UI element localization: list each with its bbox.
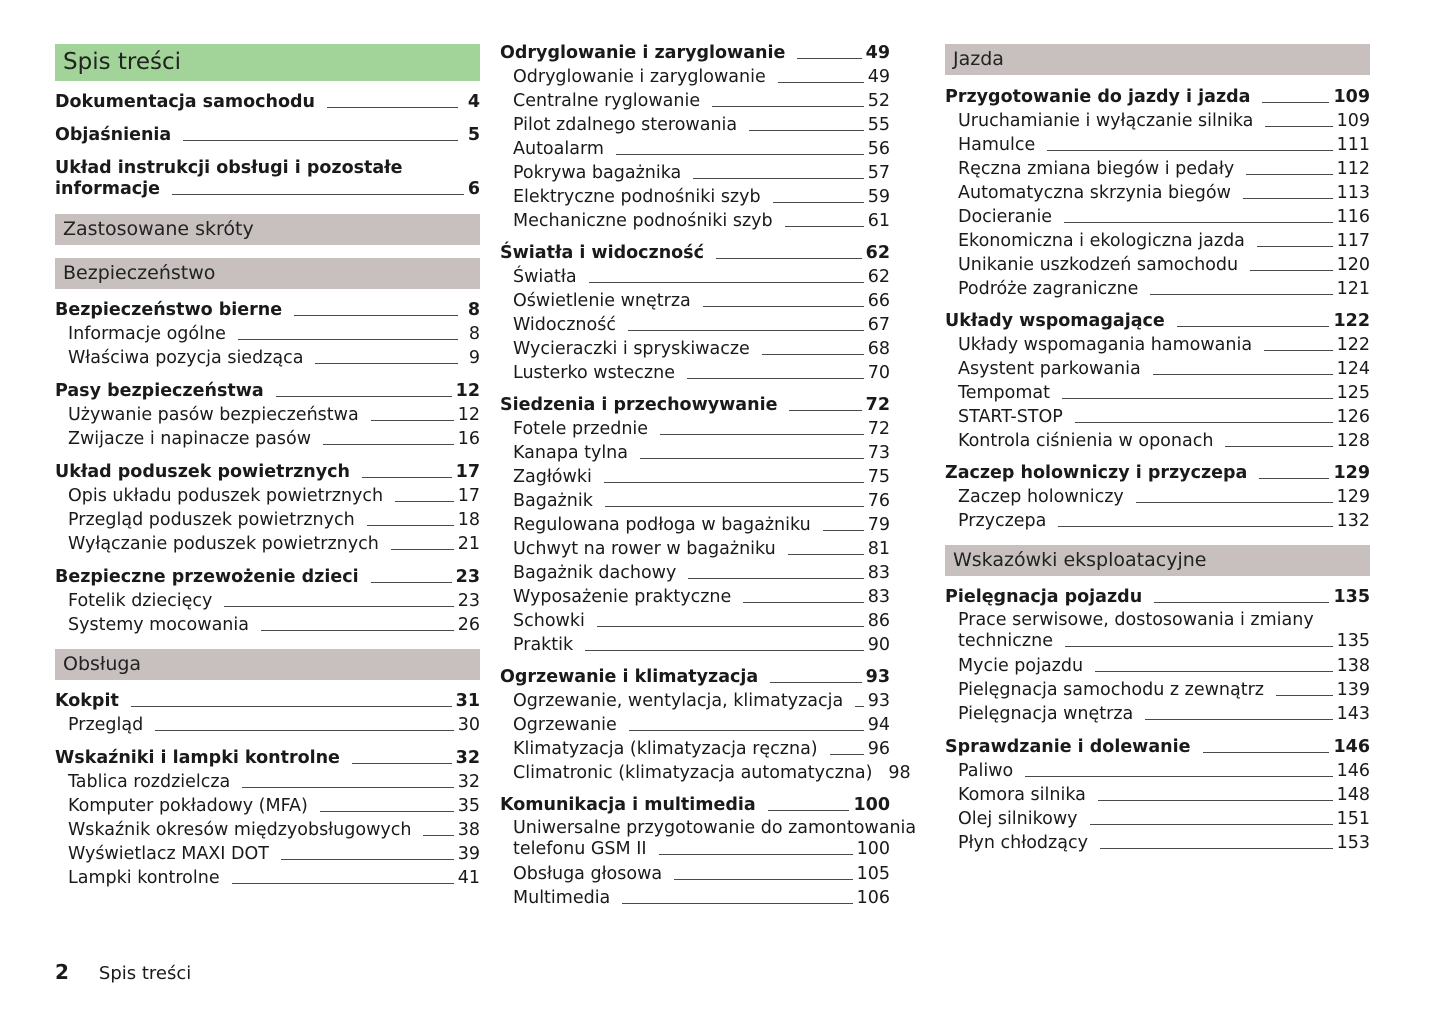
toc-entry[interactable]: Pielęgnacja wnętrza 143 — [958, 704, 1370, 724]
toc-entry[interactable]: Kontrola ciśnienia w oponach 128 — [958, 431, 1370, 451]
toc-entry[interactable]: Ogrzewanie 94 — [513, 715, 890, 735]
toc-entry[interactable]: Zaczep holowniczy 129 — [958, 487, 1370, 507]
toc-entry[interactable]: Układ instrukcji obsługi i pozostałe informacje 6 — [55, 158, 480, 199]
toc-entry[interactable]: Przyczepa 132 — [958, 511, 1370, 531]
toc-chapter[interactable]: Kokpit 31 — [55, 691, 480, 711]
toc-chapter[interactable]: Ogrzewanie i klimatyzacja 93 — [500, 667, 890, 687]
toc-entry[interactable]: Uruchamianie i wyłączanie silnika 109 — [958, 111, 1370, 131]
toc-entry[interactable]: Odryglowanie i zaryglowanie 49 — [513, 67, 890, 87]
toc-entry[interactable]: Uniwersalne przygotowanie do zamontowania telefonu GSM II 100 — [513, 818, 917, 859]
toc-entry[interactable]: Mechaniczne podnośniki szyb 61 — [513, 211, 890, 231]
toc-entry[interactable]: Wskaźnik okresów międzyobsługowych 38 — [68, 820, 480, 840]
toc-chapter[interactable]: Sprawdzanie i dolewanie 146 — [945, 737, 1370, 757]
toc-entry[interactable]: Ekonomiczna i ekologiczna jazda 117 — [958, 231, 1370, 251]
toc-entry[interactable]: Centralne ryglowanie 52 — [513, 91, 890, 111]
toc-entry[interactable]: Pokrywa bagażnika 57 — [513, 163, 890, 183]
toc-chapter[interactable]: Siedzenia i przechowywanie 72 — [500, 395, 890, 415]
toc-chapter[interactable]: Komunikacja i multimedia 100 — [500, 795, 890, 815]
toc-entry[interactable]: Ręczna zmiana biegów i pedały 112 — [958, 159, 1370, 179]
toc-title: Spis treści — [55, 44, 480, 81]
section-header-jazda[interactable]: Jazda — [945, 44, 1370, 75]
toc-entry[interactable]: Komora silnika 148 — [958, 785, 1370, 805]
toc-entry[interactable]: Prace serwisowe, dostosowania i zmiany techniczne 135 — [958, 610, 1370, 651]
toc-entry[interactable]: Climatronic (klimatyzacja automatyczna) 98 — [513, 763, 911, 783]
toc-entry[interactable]: Obsługa głosowa 105 — [513, 864, 890, 884]
toc-entry[interactable]: Tempomat 125 — [958, 383, 1370, 403]
toc-entry[interactable]: Zagłówki 75 — [513, 467, 890, 487]
toc-chapter[interactable]: Zaczep holowniczy i przyczepa 129 — [945, 463, 1370, 483]
section-header-bezpieczenstwo[interactable]: Bezpieczeństwo — [55, 258, 480, 289]
toc-entry[interactable]: Uchwyt na rower w bagażniku 81 — [513, 539, 890, 559]
toc-chapter[interactable]: Przygotowanie do jazdy i jazda 109 — [945, 87, 1370, 107]
toc-entry[interactable]: Ogrzewanie, wentylacja, klimatyzacja 93 — [513, 691, 890, 711]
section-header-wskazowki[interactable]: Wskazówki eksploatacyjne — [945, 545, 1370, 576]
toc-entry[interactable]: Mycie pojazdu 138 — [958, 656, 1370, 676]
toc-entry[interactable]: Światła 62 — [513, 267, 890, 287]
toc-chapter[interactable]: Pasy bezpieczeństwa 12 — [55, 381, 480, 401]
toc-entry[interactable]: Przegląd 30 — [68, 715, 480, 735]
toc-entry[interactable]: Oświetlenie wnętrza 66 — [513, 291, 890, 311]
toc-entry[interactable]: Przegląd poduszek powietrznych 18 — [68, 510, 480, 530]
toc-entry[interactable]: Multimedia 106 — [513, 888, 890, 908]
toc-entry[interactable]: Widoczność 67 — [513, 315, 890, 335]
footer-title: Spis treści — [98, 963, 192, 984]
toc-entry[interactable]: Zwijacze i napinacze pasów 16 — [68, 429, 480, 449]
toc-entry[interactable]: Asystent parkowania 124 — [958, 359, 1370, 379]
toc-entry[interactable]: Pielęgnacja samochodu z zewnątrz 139 — [958, 680, 1370, 700]
section-header-obsluga[interactable]: Obsługa — [55, 649, 480, 680]
toc-entry[interactable]: Tablica rozdzielcza 32 — [68, 772, 480, 792]
toc-entry[interactable]: Klimatyzacja (klimatyzacja ręczna) 96 — [513, 739, 890, 759]
toc-entry[interactable]: Opis układu poduszek powietrznych 17 — [68, 486, 480, 506]
toc-entry[interactable]: Używanie pasów bezpieczeństwa 12 — [68, 405, 480, 425]
toc-entry[interactable]: Bagażnik 76 — [513, 491, 890, 511]
toc-entry[interactable]: Informacje ogólne 8 — [68, 324, 480, 344]
toc-entry[interactable]: Systemy mocowania 26 — [68, 615, 480, 635]
toc-entry[interactable]: Wycieraczki i spryskiwacze 68 — [513, 339, 890, 359]
toc-chapter[interactable]: Układ poduszek powietrznych 17 — [55, 462, 480, 482]
toc-entry[interactable]: Hamulce 111 — [958, 135, 1370, 155]
toc-chapter[interactable]: Światła i widoczność 62 — [500, 243, 890, 263]
toc-chapter[interactable]: Bezpieczeństwo bierne 8 — [55, 300, 480, 320]
toc-entry[interactable]: Unikanie uszkodzeń samochodu 120 — [958, 255, 1370, 275]
toc-entry[interactable]: Schowki 86 — [513, 611, 890, 631]
toc-entry[interactable]: Wyposażenie praktyczne 83 — [513, 587, 890, 607]
toc-entry[interactable]: Wyświetlacz MAXI DOT 39 — [68, 844, 480, 864]
toc-entry[interactable]: Bagażnik dachowy 83 — [513, 563, 890, 583]
toc-entry[interactable]: Olej silnikowy 151 — [958, 809, 1370, 829]
toc-entry[interactable]: Płyn chłodzący 153 — [958, 833, 1370, 853]
toc-entry[interactable]: Dokumentacja samochodu 4 — [55, 92, 480, 112]
toc-entry[interactable]: START-STOP 126 — [958, 407, 1370, 427]
toc-entry[interactable]: Fotelik dziecięcy 23 — [68, 591, 480, 611]
toc-chapter[interactable]: Odryglowanie i zaryglowanie 49 — [500, 43, 890, 63]
toc-entry[interactable]: Komputer pokładowy (MFA) 35 — [68, 796, 480, 816]
toc-entry[interactable]: Regulowana podłoga w bagażniku 79 — [513, 515, 890, 535]
toc-entry[interactable]: Objaśnienia 5 — [55, 125, 480, 145]
section-header-skroty[interactable]: Zastosowane skróty — [55, 214, 480, 245]
toc-entry[interactable]: Autoalarm 56 — [513, 139, 890, 159]
toc-chapter[interactable]: Układy wspomagające 122 — [945, 311, 1370, 331]
toc-entry[interactable]: Lampki kontrolne 41 — [68, 868, 480, 888]
toc-entry[interactable]: Automatyczna skrzynia biegów 113 — [958, 183, 1370, 203]
toc-entry[interactable]: Wyłączanie poduszek powietrznych 21 — [68, 534, 480, 554]
toc-entry[interactable]: Fotele przednie 72 — [513, 419, 890, 439]
toc-entry[interactable]: Podróże zagraniczne 121 — [958, 279, 1370, 299]
toc-entry[interactable]: Docieranie 116 — [958, 207, 1370, 227]
toc-entry[interactable]: Paliwo 146 — [958, 761, 1370, 781]
toc-entry[interactable]: Układy wspomagania hamowania 122 — [958, 335, 1370, 355]
toc-entry[interactable]: Lusterko wsteczne 70 — [513, 363, 890, 383]
page-footer — [55, 960, 191, 984]
toc-entry[interactable]: Elektryczne podnośniki szyb 59 — [513, 187, 890, 207]
toc-entry[interactable]: Kanapa tylna 73 — [513, 443, 890, 463]
page-number: 2 — [55, 960, 69, 984]
toc-chapter[interactable]: Wskaźniki i lampki kontrolne 32 — [55, 748, 480, 768]
toc-chapter[interactable]: Bezpieczne przewożenie dzieci 23 — [55, 567, 480, 587]
toc-entry[interactable]: Praktik 90 — [513, 635, 890, 655]
toc-chapter[interactable]: Pielęgnacja pojazdu 135 — [945, 587, 1370, 607]
toc-entry[interactable]: Właściwa pozycja siedząca 9 — [68, 348, 480, 368]
toc-entry[interactable]: Pilot zdalnego sterowania 55 — [513, 115, 890, 135]
